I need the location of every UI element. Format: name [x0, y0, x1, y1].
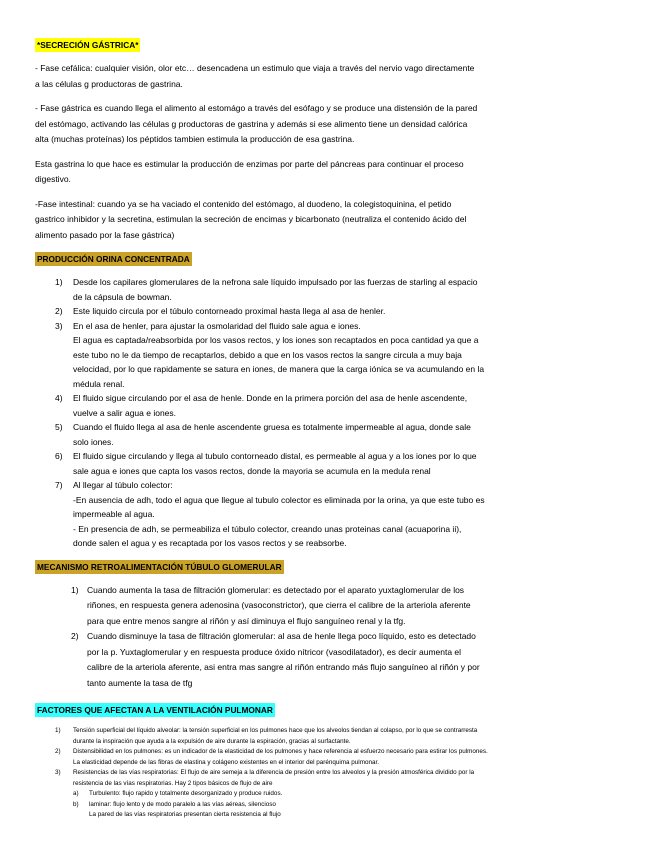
list-item: 6) El fluido sigue circulando y llega al tubulo contorneado distal, es permeable al agua y a los iones por lo que sale agua e iones que capta los vasos rectos, donde la mayoria se acumula en la medula renal	[55, 451, 477, 476]
section-mecanismo	[35, 560, 605, 692]
paragraph-fase-cefalica: - Fase cefálica: cualquier visión, olor etc… desencadena un estimulo que viaja a través del nervio vago directamente a las células g productoras de gastrina.	[35, 63, 475, 89]
section-ventilacion	[35, 703, 605, 821]
list-item: 2) Distensibilidad en los pulmones: es un indicador de la elasticidad de los pulmones y hace referencia al esfuerzo necesario para estirar los pulmones. La elasticidad depende de las fibras de elastina y colágeno existentes en el interior del parénquima pulmonar.	[55, 748, 488, 766]
list-item: 2) Este liquido circula por el túbulo contorneado proximal hasta llega al asa de henler.	[55, 306, 386, 316]
list-item: 5) Cuando el fluido llega al asa de henle ascendente gruesa es totalmente impermeable al agua, donde sale solo iones.	[55, 422, 471, 447]
section-secrecion	[35, 38, 605, 243]
sub-list-item: b) laminar: flujo lento y de modo paralelo a las vías aéreas, silencioso	[73, 800, 276, 808]
list-item: 3) Resistencias de las vías respiratorias: El flujo de aire semeja a la diferencia de presión entre los alveolos y la presión atmosférica dividido por la resistencia de las vías respiratorias. Hay 2 tipos básicos de flujo de aire a) Turbulento: flujo rapido y totalmente desorganizado y produce ruidos. b) laminar: flujo lento y de modo paralelo a las vías aéreas, silencioso La pared de las vías respiratorias presentan cierta resistencia al flujo	[35, 768, 605, 821]
list-item: 1) Cuando aumenta la tasa de filtración glomerular: es detectado por el aparato yuxtaglomerular de los riñones, en respuesta genera adenosina (vasoconstrictor), que cierra el calibre de la arteriola aferente para que entre menos sangre al riñón y así diminuya el flujo sanguíneo renal y la tfg.	[71, 584, 471, 626]
list-item: 2) Cuando disminuye la tasa de filtración glomerular: al asa de henle llega poco líquido, esto es detectado por la p. Yuxtaglomerular y en respuesta produce óxido nítricor (vasodilatador), es decir aumenta el calibre de la arteriola aferente, asi entra mas sangre al riñón entrando más flujo sanguíneo al riñón y por tanto aumente la tasa de tfg	[71, 631, 480, 688]
section-heading-ventilacion: FACTORES QUE AFECTAN A LA VENTILACIÓN PULMONAR	[37, 705, 273, 715]
section-heading-mecanismo: MECANISMO RETROALIMENTACIÓN TÚBULO GLOMERULAR	[37, 561, 282, 572]
section-heading-orina: PRODUCCIÓN ORINA CONCENTRADA	[37, 254, 190, 264]
list-item: 3) En el asa de henler, para ajustar la osmolaridad del fluido sale agua e iones. El agua es captada/reabsorbida por los vasos rectos, y los iones son recaptados en poca cantidad ya que a este tubo no le da tiempo de recaptarlos, debido a que en los vasos rectos la sangre circula a muy baja velocidad, por lo que rapidamente se satura en iones, de manera que la carga iónica se va acumulando en la médula renal.	[55, 320, 485, 389]
paragraph-fase-gastrica: - Fase gástrica es cuando llega el alimento al estomágo a través del esófago y se produce una distensión de la pared del estómago, activando las células g productoras de gastrina y además si ese alimento tiene un densidad calórica alta (muchas proteínas) los péptidos tambien estimula la producción de esa gastrina.	[35, 103, 478, 144]
section-heading-secrecion: *SECRECIÓN GÁSTRICA*	[37, 40, 139, 50]
sub-list-item: a) Turbulento: flujo rapido y totalmente desorganizado y produce ruidos.	[73, 790, 283, 797]
list-item: 4) El fluido sigue circulando por el asa de henle. Donde en la primera porción del asa de henle ascendente, vuelve a salir agua e iones.	[55, 393, 468, 418]
section-orina	[35, 252, 605, 551]
paragraph-fase-intestinal: -Fase intestinal: cuando ya se ha vaciado el contenido del estómago, al duodeno, la colegistoquinina, el petido gastrico inhibidor y la secretina, estimulan la secreción de encimas y bicarbonato (neutraliza el contenido ácido del alimento pasado por la fase gástrica)	[35, 198, 467, 240]
paragraph-gastrina: Esta gastrina lo que hace es estimular la producción de enzimas por parte del páncreas para continuar el proceso digestivo.	[35, 158, 464, 184]
list-item: 7) Al llegar al túbulo colector: -En ausencia de adh, todo el agua que llegue al tubulo colector es eliminada por la orina, ya que este tubo es impermeable al agua. - En presencia de adh, se permeabiliza el túbulo colector, creando unas proteinas canal (acuaporina ii), donde salen el agua y es recaptada por los vasos rectos y se reabsorbe.	[55, 480, 485, 548]
mecanismo-list	[35, 583, 605, 692]
ventilacion-list	[35, 726, 605, 821]
list-item: 1) Tensión superficial del líquido alveolar: la tensión superficial en los pulmones hace que los alveolos tiendan al colapso, por lo que se contrarresta durante la inspiración que ayuda a la expulsión de aire durante la espiración, gracias al surfactante.	[55, 727, 478, 745]
closing-note: La pared de las vías respiratorias presentan cierta resistencia al flujo	[89, 811, 281, 818]
list-item: 1) Desde los capilares glomerulares de la nefrona sale líquido impulsado por las fuerzas de starling al espacio de la cápsula de bowman.	[55, 277, 478, 302]
orina-list	[35, 275, 605, 551]
